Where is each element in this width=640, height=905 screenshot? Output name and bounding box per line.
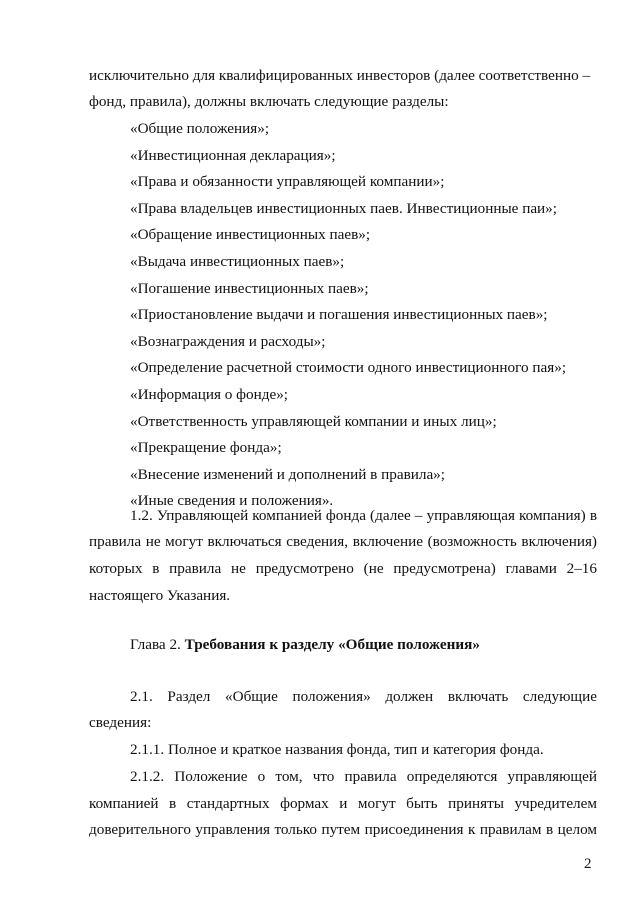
section-item: «Права и обязанности управляющей компании»; xyxy=(130,173,445,190)
section-item: «Выдача инвестиционных паев»; xyxy=(130,253,345,270)
intro-line-1: исключительно для квалифицированных инвесторов (далее соответственно – xyxy=(89,67,591,84)
section-item: «Определение расчетной стоимости одного инвестиционного пая»; xyxy=(130,359,567,376)
section-item: «Информация о фонде»; xyxy=(130,386,289,403)
section-item: «Общие положения»; xyxy=(130,120,270,137)
section-item: «Инвестиционная декларация»; xyxy=(130,147,336,164)
paragraph-2-1-1: 2.1.1. Полное и краткое названия фонда, тип и категория фонда. xyxy=(130,741,544,758)
chapter-prefix: Глава 2. xyxy=(130,636,181,653)
section-item: «Приостановление выдачи и погашения инвестиционных паев»; xyxy=(130,306,548,323)
paragraph-1-2-line-1: 1.2. Управляющей компанией фонда (далее – управляющая компания) в xyxy=(130,507,597,524)
section-item: «Прекращение фонда»; xyxy=(130,439,282,456)
chapter-title: Требования к разделу «Общие положения» xyxy=(184,636,480,653)
page-number: 2 xyxy=(584,856,592,872)
section-item: «Погашение инвестиционных паев»; xyxy=(130,280,369,297)
section-item: «Права владельцев инвестиционных паев. Инвестиционные паи»; xyxy=(130,200,558,217)
section-item: «Ответственность управляющей компании и иных лиц»; xyxy=(130,413,497,430)
section-item: «Внесение изменений и дополнений в правила»; xyxy=(130,466,445,483)
section-item: «Обращение инвестиционных паев»; xyxy=(130,226,371,243)
paragraph-2-1-2-line-1: 2.1.2. Положение о том, что правила определяются управляющей xyxy=(130,768,597,785)
paragraph-2-1-line-1: 2.1. Раздел «Общие положения» должен включать следующие xyxy=(130,688,597,705)
paragraph-2-1-line-2: сведения: xyxy=(89,714,152,731)
intro-line-2: фонд, правила), должны включать следующие разделы: xyxy=(89,93,449,110)
paragraph-1-2-line-4: настоящего Указания. xyxy=(89,587,231,604)
chapter-heading xyxy=(130,636,480,654)
paragraph-2-1-2-line-2: компанией в стандартных формах и могут быть приняты учредителем xyxy=(89,795,597,812)
section-item: «Вознаграждения и расходы»; xyxy=(130,333,326,350)
section-item: «Иные сведения и положения». xyxy=(130,492,334,509)
paragraph-1-2-line-3: которых в правила не предусмотрено (не предусмотрена) главами 2–16 xyxy=(89,560,597,577)
paragraph-1-2-line-2: правила не могут включаться сведения, включение (возможность включения) xyxy=(89,533,597,550)
paragraph-2-1-2-line-3: доверительного управления только путем присоединения к правилам в целом xyxy=(89,821,597,838)
